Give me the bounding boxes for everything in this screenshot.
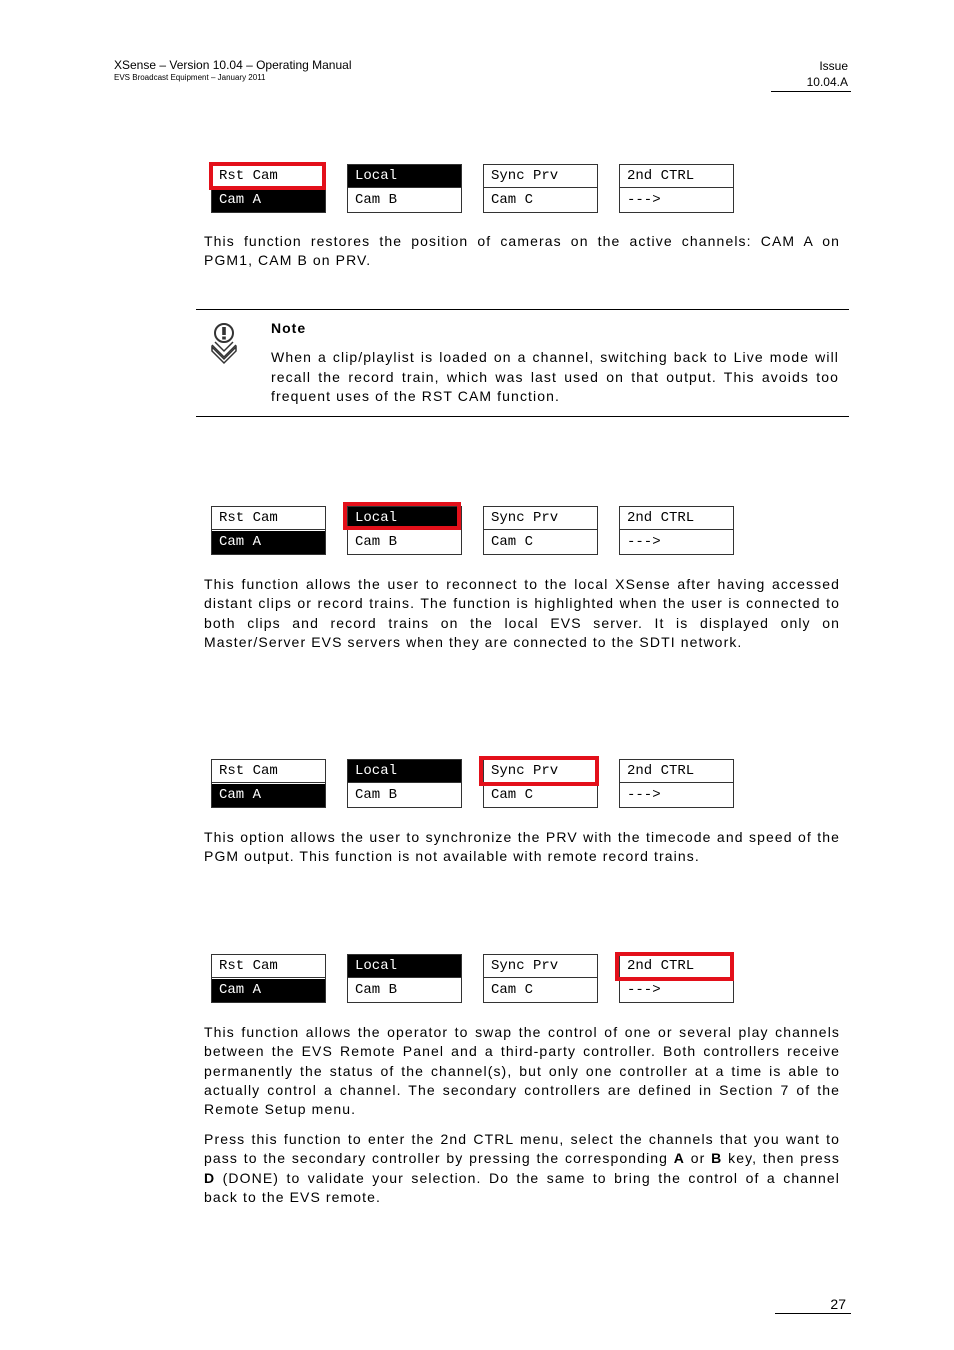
softkey-label: Sync Prv bbox=[484, 165, 597, 188]
softkey-sublabel: Cam A bbox=[212, 531, 325, 554]
softkey-label: Local bbox=[348, 165, 461, 188]
softkey-row-sync-prv bbox=[211, 759, 734, 808]
softkey-sublabel: Cam C bbox=[491, 982, 534, 998]
softkey-label: Local bbox=[348, 507, 461, 530]
softkey-local[interactable] bbox=[347, 506, 462, 555]
issue-label: Issue bbox=[819, 59, 848, 73]
issue-block bbox=[807, 58, 848, 90]
softkey-rst-cam[interactable] bbox=[211, 759, 326, 808]
softkey-sublabel: Cam C bbox=[491, 534, 534, 550]
note-text: When a clip/playlist is loaded on a channel, switching back to Live mode will recall the record train, which was last used on that output. This avoids too frequent uses of the RST CAM function. bbox=[271, 349, 839, 404]
softkey-sublabel: Cam A bbox=[212, 979, 325, 1002]
softkey-label: 2nd CTRL bbox=[620, 955, 733, 978]
softkey-rst-cam[interactable] bbox=[211, 164, 326, 213]
softkey-2nd-ctrl[interactable] bbox=[619, 506, 734, 555]
page-header bbox=[114, 58, 352, 83]
softkey-rst-cam[interactable] bbox=[211, 954, 326, 1003]
softkey-2nd-ctrl[interactable] bbox=[619, 164, 734, 213]
note-title: Note bbox=[271, 320, 307, 336]
softkey-label: 2nd CTRL bbox=[620, 165, 733, 188]
key-b-label: B bbox=[711, 1150, 723, 1167]
softkey-sublabel: Cam B bbox=[355, 534, 398, 550]
note-warning-icon bbox=[206, 321, 242, 367]
local-description: This function allows the user to reconnect to the local XSense after having accessed distant clips or record trains. The function is highlighted when the user is connected to both clips and record trains on the local EVS server. It is displayed only on Master/Server EVS servers when they are connected to the SDTI network. bbox=[204, 576, 840, 650]
softkey-sublabel: Cam A bbox=[212, 189, 325, 212]
note-bottom-rule bbox=[196, 416, 849, 417]
issue-number: 10.04.A bbox=[806, 75, 848, 89]
softkey-label: 2nd CTRL bbox=[620, 507, 733, 530]
page-number: 27 bbox=[830, 1296, 846, 1312]
softkey-label: Local bbox=[348, 760, 461, 783]
softkey-sublabel: Cam A bbox=[212, 784, 325, 807]
document-subtitle: EVS Broadcast Equipment – January 2011 bbox=[114, 73, 266, 82]
softkey-label: 2nd CTRL bbox=[620, 760, 733, 783]
footer-divider bbox=[775, 1313, 851, 1314]
softkey-row-2nd-ctrl bbox=[211, 954, 734, 1003]
instruction-text: or bbox=[685, 1150, 712, 1167]
softkey-2nd-ctrl[interactable] bbox=[619, 954, 734, 1003]
softkey-sublabel: ---> bbox=[627, 192, 661, 208]
instruction-text: (DONE) to validate your selection. Do the same to bring the control of a channel back to the EVS remote. bbox=[204, 1169, 840, 1205]
softkey-label: Rst Cam bbox=[212, 507, 325, 530]
softkey-sync-prv[interactable] bbox=[483, 506, 598, 555]
softkey-local[interactable] bbox=[347, 164, 462, 213]
softkey-local[interactable] bbox=[347, 954, 462, 1003]
2nd-ctrl-instructions bbox=[204, 1130, 840, 1207]
softkey-label: Rst Cam bbox=[212, 165, 325, 188]
softkey-row-rst-cam bbox=[211, 164, 734, 213]
softkey-sync-prv[interactable] bbox=[483, 164, 598, 213]
key-d-label: D bbox=[204, 1169, 216, 1186]
softkey-sublabel: Cam B bbox=[355, 192, 398, 208]
softkey-sublabel: Cam C bbox=[491, 192, 534, 208]
instruction-text: key, then press bbox=[722, 1150, 840, 1167]
softkey-sublabel: Cam B bbox=[355, 982, 398, 998]
header-divider bbox=[771, 91, 851, 92]
softkey-label: Rst Cam bbox=[212, 955, 325, 978]
key-a-label: A bbox=[673, 1150, 686, 1167]
softkey-2nd-ctrl[interactable] bbox=[619, 759, 734, 808]
rst-cam-description: This function restores the position of cameras on the active channels: CAM A on PGM1, CAM B on PRV. bbox=[204, 233, 840, 269]
softkey-sublabel: ---> bbox=[627, 787, 661, 803]
softkey-row-local bbox=[211, 506, 734, 555]
softkey-label: Sync Prv bbox=[484, 955, 597, 978]
document-title: XSense – Version 10.04 – Operating Manual bbox=[114, 58, 352, 72]
sync-prv-description: This option allows the user to synchronize the PRV with the timecode and speed of the PGM output. This function is not available with remote record trains. bbox=[204, 829, 840, 865]
softkey-sublabel: ---> bbox=[627, 534, 661, 550]
softkey-local[interactable] bbox=[347, 759, 462, 808]
softkey-label: Local bbox=[348, 955, 461, 978]
softkey-sublabel: ---> bbox=[627, 982, 661, 998]
softkey-sublabel: Cam B bbox=[355, 787, 398, 803]
softkey-rst-cam[interactable] bbox=[211, 506, 326, 555]
softkey-sync-prv[interactable] bbox=[483, 759, 598, 808]
2nd-ctrl-description: This function allows the operator to swap the control of one or several play channels between the EVS Remote Panel and a third-party controller. Both controllers receive permanently the status of the channel(s), but only one controller at a time is able to actually control a channel. The secondary controllers are defined in Section 7 of the Remote Setup menu. bbox=[204, 1024, 840, 1118]
note-top-rule bbox=[196, 309, 849, 310]
softkey-label: Sync Prv bbox=[484, 507, 597, 530]
softkey-label: Rst Cam bbox=[212, 760, 325, 783]
softkey-label: Sync Prv bbox=[484, 760, 597, 783]
softkey-sublabel: Cam C bbox=[491, 787, 534, 803]
softkey-sync-prv[interactable] bbox=[483, 954, 598, 1003]
instruction-text: Press this function to enter the 2nd CTRL menu, select the channels that you want to pass to the secondary controller by pressing the corresponding bbox=[204, 1131, 840, 1167]
